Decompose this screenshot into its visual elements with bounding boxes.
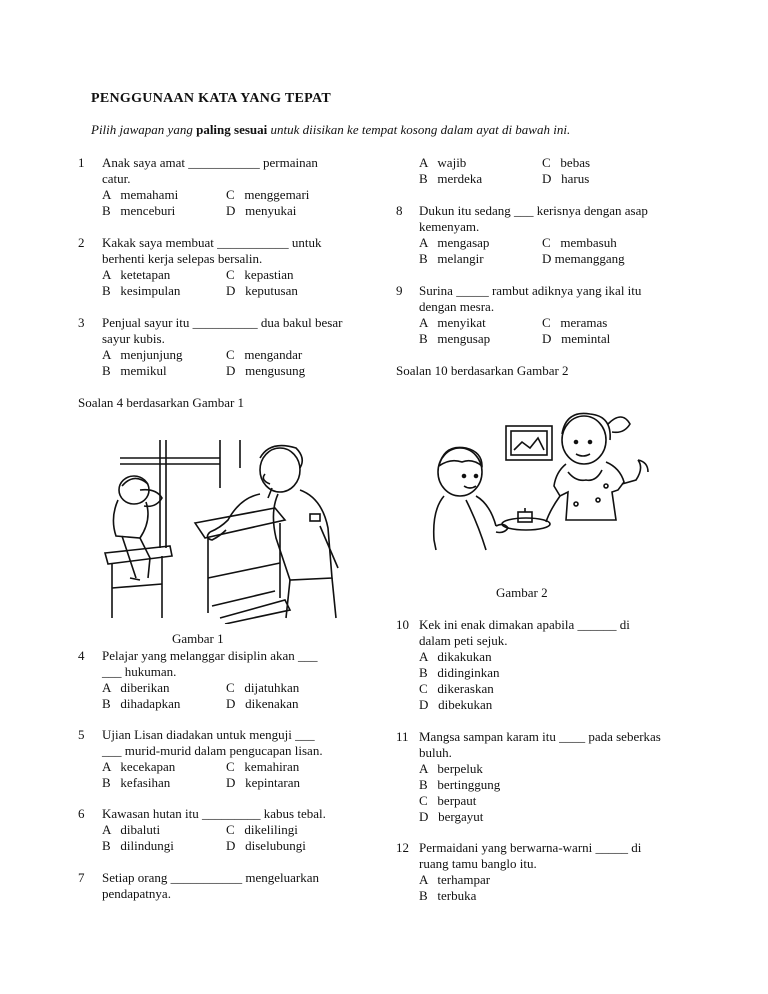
soalan-4-caption: Soalan 4 berdasarkan Gambar 1 xyxy=(78,395,245,410)
q9-option-b[interactable]: B mengusap xyxy=(419,331,491,346)
q11-number: 11 xyxy=(396,729,409,744)
q5-option-a[interactable]: A kecekapan xyxy=(102,759,176,774)
q8-option-b[interactable]: B melangir xyxy=(419,251,484,266)
q7-stem-2: pendapatnya. xyxy=(102,886,171,901)
instruction: Pilih jawapan yang paling sesuai untuk diisikan ke tempat kosong dalam ayat di bawah ini. xyxy=(91,122,571,137)
q7-option-a[interactable]: A wajib xyxy=(419,155,467,170)
q6-option-a[interactable]: A dibaluti xyxy=(102,822,161,837)
q4-option-c[interactable]: C dijatuhkan xyxy=(226,680,300,695)
gambar-2-illustration xyxy=(426,400,662,560)
gambar-1-illustration xyxy=(100,428,350,624)
q12-stem-2: ruang tamu banglo itu. xyxy=(419,856,537,871)
q5-stem-2: ___ murid-murid dalam pengucapan lisan. xyxy=(102,743,323,758)
q1-option-d[interactable]: D menyukai xyxy=(226,203,297,218)
q2-number: 2 xyxy=(78,235,85,250)
q1-option-b[interactable]: B menceburi xyxy=(102,203,176,218)
q8-option-a[interactable]: A mengasap xyxy=(419,235,490,250)
q9-stem: Surina _____ rambut adiknya yang ikal itu xyxy=(419,283,642,298)
q4-option-a[interactable]: A diberikan xyxy=(102,680,170,695)
q1-option-c[interactable]: C menggemari xyxy=(226,187,310,202)
q10-option-a[interactable]: A dikakukan xyxy=(419,649,492,664)
soalan-10-caption: Soalan 10 berdasarkan Gambar 2 xyxy=(396,363,569,378)
q1-stem-2: catur. xyxy=(102,171,131,186)
q2-option-a[interactable]: A ketetapan xyxy=(102,267,171,282)
q6-number: 6 xyxy=(78,806,85,821)
q9-option-c[interactable]: C meramas xyxy=(542,315,608,330)
q12-option-a[interactable]: A terhampar xyxy=(419,872,491,887)
q6-option-b[interactable]: B dilindungi xyxy=(102,838,174,853)
q9-option-a[interactable]: A menyikat xyxy=(419,315,486,330)
q12-stem: Permaidani yang berwarna-warni _____ di xyxy=(419,840,642,855)
q2-stem: Kakak saya membuat ___________ untuk xyxy=(102,235,322,250)
q9-option-d[interactable]: D memintal xyxy=(542,331,611,346)
q7-option-c[interactable]: C bebas xyxy=(542,155,591,170)
q6-stem: Kawasan hutan itu _________ kabus tebal. xyxy=(102,806,326,821)
q3-option-c[interactable]: C mengandar xyxy=(226,347,303,362)
q4-stem-2: ___ hukuman. xyxy=(102,664,177,679)
q3-option-d[interactable]: D mengusung xyxy=(226,363,306,378)
q3-option-a[interactable]: A menjunjung xyxy=(102,347,183,362)
q3-option-b[interactable]: B memikul xyxy=(102,363,167,378)
q3-stem: Penjual sayur itu __________ dua bakul besar xyxy=(102,315,343,330)
q11-option-a[interactable]: A berpeluk xyxy=(419,761,483,776)
q4-stem: Pelajar yang melanggar disiplin akan ___ xyxy=(102,648,318,663)
q11-stem-2: buluh. xyxy=(419,745,452,760)
q2-stem-2: berhenti kerja selepas bersalin. xyxy=(102,251,263,266)
q10-option-d[interactable]: D dibekukan xyxy=(419,697,493,712)
q1-option-a[interactable]: A memahami xyxy=(102,187,179,202)
q6-option-d[interactable]: D diselubungi xyxy=(226,838,306,853)
q8-stem-2: kemenyam. xyxy=(419,219,480,234)
q2-option-d[interactable]: D keputusan xyxy=(226,283,298,298)
q5-option-b[interactable]: B kefasihan xyxy=(102,775,171,790)
q11-option-c[interactable]: C berpaut xyxy=(419,793,477,808)
q4-option-d[interactable]: D dikenakan xyxy=(226,696,299,711)
q8-option-d[interactable]: D memanggang xyxy=(542,251,625,266)
q5-number: 5 xyxy=(78,727,85,742)
q10-option-c[interactable]: C dikeraskan xyxy=(419,681,494,696)
q12-option-b[interactable]: B terbuka xyxy=(419,888,477,903)
q7-option-d[interactable]: D harus xyxy=(542,171,590,186)
q10-option-b[interactable]: B didinginkan xyxy=(419,665,500,680)
q1-number: 1 xyxy=(78,155,85,170)
q7-stem: Setiap orang ___________ mengeluarkan xyxy=(102,870,319,885)
q8-number: 8 xyxy=(396,203,403,218)
q4-option-b[interactable]: B dihadapkan xyxy=(102,696,181,711)
q10-stem-2: dalam peti sejuk. xyxy=(419,633,508,648)
q3-number: 3 xyxy=(78,315,85,330)
q10-stem: Kek ini enak dimakan apabila ______ di xyxy=(419,617,630,632)
q11-option-b[interactable]: B bertinggung xyxy=(419,777,501,792)
q7-number: 7 xyxy=(78,870,85,885)
page-title: PENGGUNAAN KATA YANG TEPAT xyxy=(91,91,331,106)
q1-stem: Anak saya amat ___________ permainan xyxy=(102,155,318,170)
q5-stem: Ujian Lisan diadakan untuk menguji ___ xyxy=(102,727,315,742)
q5-option-c[interactable]: C kemahiran xyxy=(226,759,300,774)
q10-number: 10 xyxy=(396,617,409,632)
q12-number: 12 xyxy=(396,840,409,855)
q11-option-d[interactable]: D bergayut xyxy=(419,809,484,824)
q9-number: 9 xyxy=(396,283,403,298)
q8-stem: Dukun itu sedang ___ kerisnya dengan asap xyxy=(419,203,648,218)
gambar-1-caption: Gambar 1 xyxy=(172,631,224,646)
q11-stem: Mangsa sampan karam itu ____ pada seberkas xyxy=(419,729,661,744)
q2-option-c[interactable]: C kepastian xyxy=(226,267,294,282)
q9-stem-2: dengan mesra. xyxy=(419,299,495,314)
q8-option-c[interactable]: C membasuh xyxy=(542,235,617,250)
q4-number: 4 xyxy=(78,648,85,663)
gambar-2-caption: Gambar 2 xyxy=(496,585,548,600)
q5-option-d[interactable]: D kepintaran xyxy=(226,775,301,790)
q6-option-c[interactable]: C dikelilingi xyxy=(226,822,298,837)
q7-option-b[interactable]: B merdeka xyxy=(419,171,483,186)
q3-stem-2: sayur kubis. xyxy=(102,331,165,346)
q2-option-b[interactable]: B kesimpulan xyxy=(102,283,181,298)
